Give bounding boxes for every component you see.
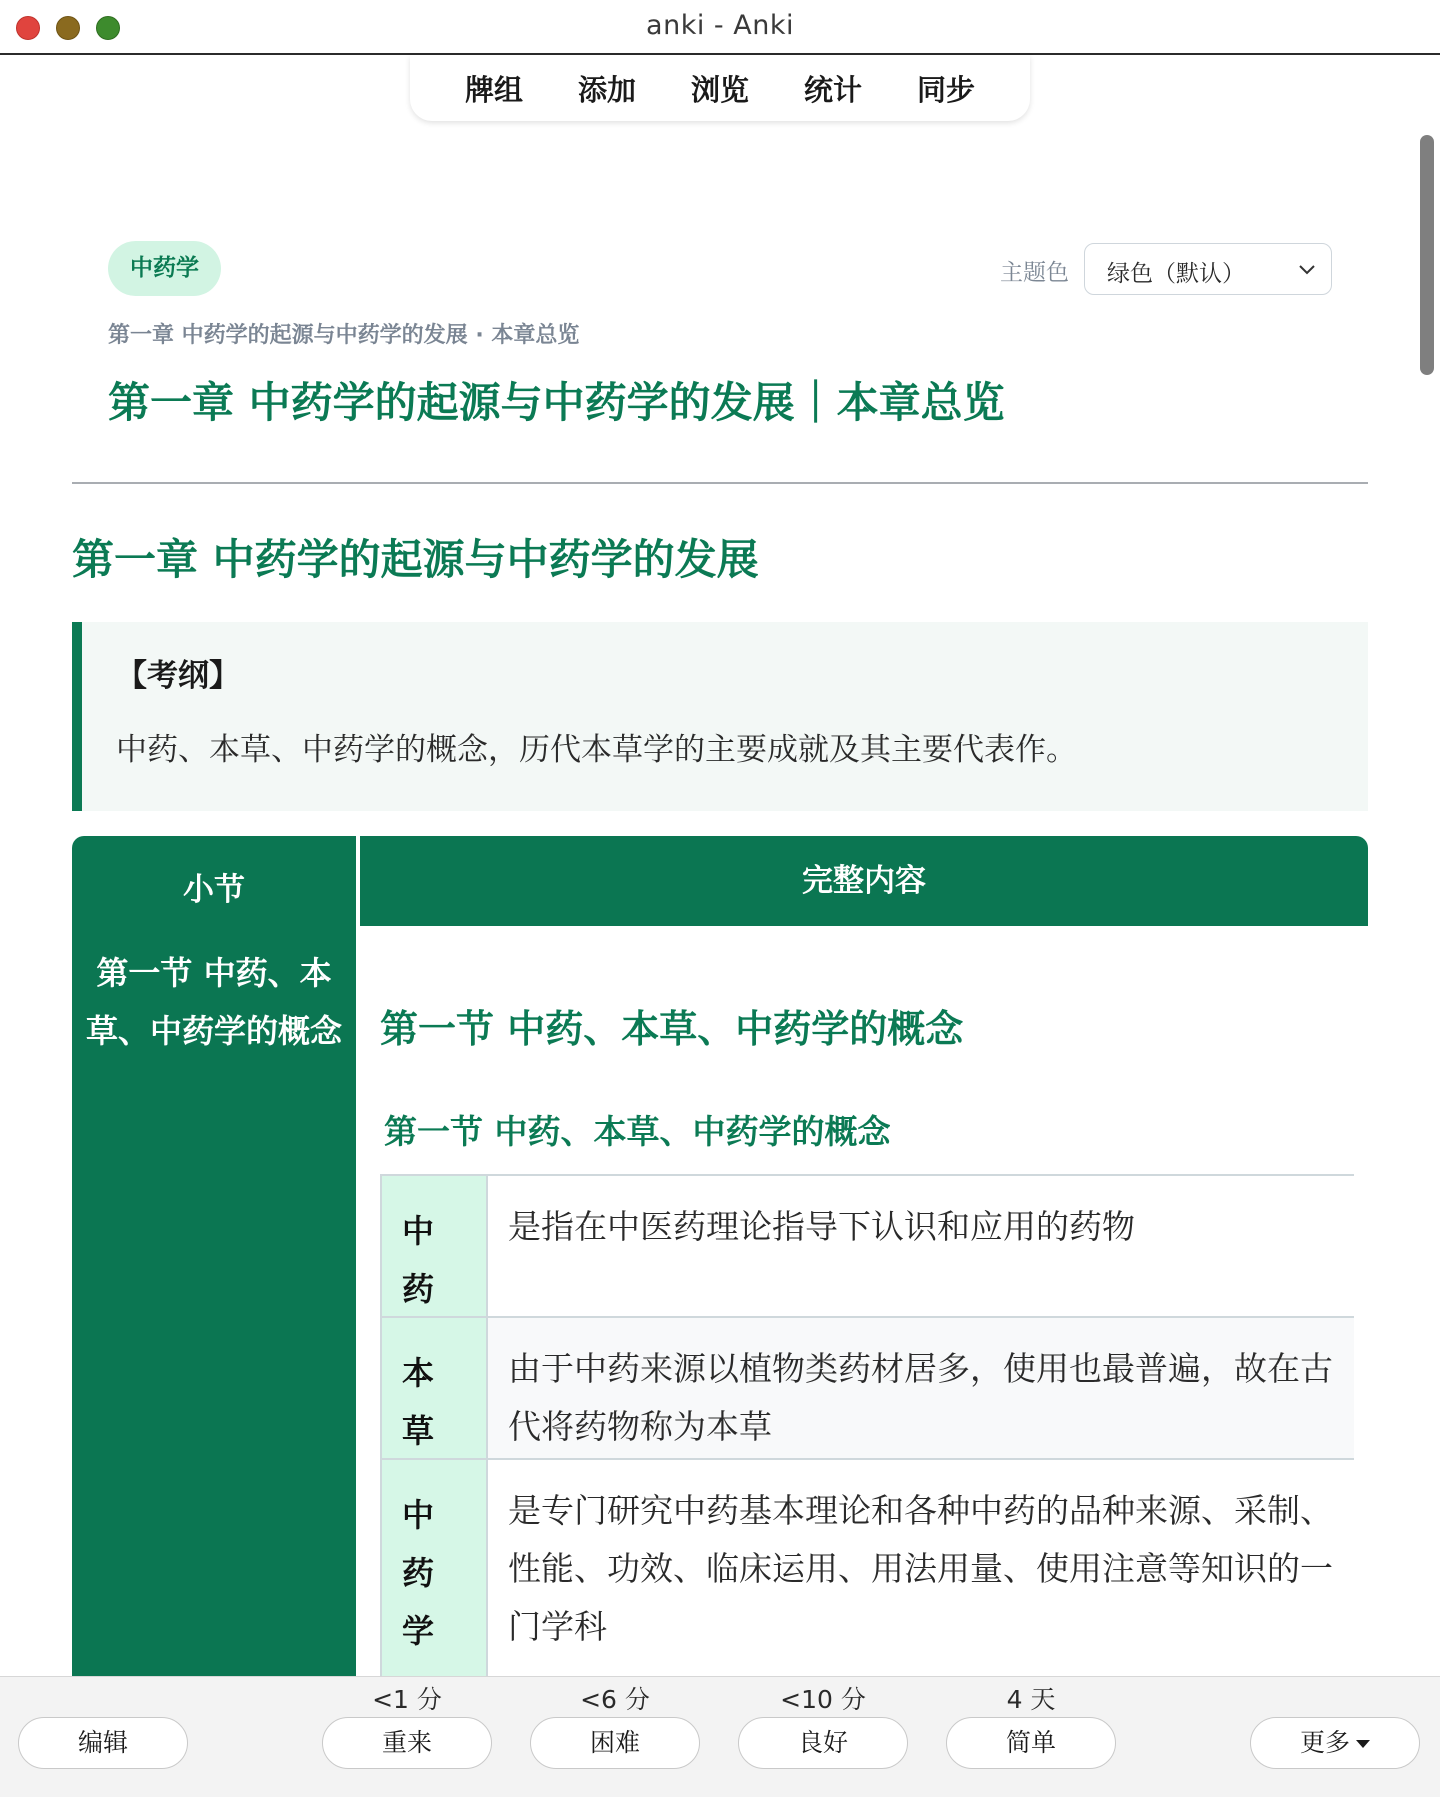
good-interval: <10 分 [780,1685,866,1714]
section-table [72,836,1368,1696]
definition-cell: 是指在中医药理论指导下认识和应用的药物 [508,1207,1135,1246]
definition-table [380,1174,1354,1682]
chevron-down-icon [1297,259,1317,279]
table-row [382,1318,1354,1460]
toolbar-stats[interactable]: 统计 [803,72,862,107]
divider [72,482,1368,484]
definition-cell: 是专门研究中药基本理论和各种中药的品种来源、采制、性能、功效、临床运用、用法用量、使用注意等知识的一门学科 [508,1491,1333,1646]
breadcrumb: 第一章 中药学的起源与中药学的发展 · 本章总览 [108,323,580,348]
term-cell [382,1176,488,1316]
definition-cell: 由于中药来源以植物类药材居多，使用也最普遍，故在古代将药物称为本草 [508,1349,1333,1446]
content-column-header: 完整内容 [360,836,1368,926]
content-subheading: 第一节 中药、本草、中药学的概念 [384,1112,891,1151]
term-label: 本草 [402,1354,435,1450]
toolbar-browse[interactable]: 浏览 [690,72,749,107]
syllabus-heading: 【考纲】 [116,658,240,694]
syllabus-box [72,622,1368,811]
more-button[interactable] [1250,1717,1420,1769]
table-row [382,1176,1354,1318]
good-button[interactable]: 良好 [738,1717,908,1769]
theme-color-label: 主题色 [1000,260,1069,286]
easy-button[interactable]: 简单 [946,1717,1116,1769]
again-interval: <1 分 [372,1685,442,1714]
page-title: 第一章 中药学的起源与中药学的发展｜本章总览 [108,378,1005,427]
syllabus-body: 中药、本草、中药学的概念，历代本草学的主要成就及其主要代表作。 [116,732,1077,768]
again-button[interactable]: 重来 [322,1717,492,1769]
content-column [360,926,1368,1696]
window-title: anki - Anki [646,10,794,41]
more-label: 更多 [1299,1728,1350,1757]
subject-tag: 中药学 [108,241,221,296]
window-titlebar [0,0,1440,55]
easy-interval: 4 天 [1006,1685,1056,1714]
table-row [382,1460,1354,1682]
edit-button[interactable]: 编辑 [18,1717,188,1769]
theme-color-value: 绿色（默认） [1107,261,1245,287]
caret-down-icon [1356,1740,1370,1748]
toolbar-decks[interactable]: 牌组 [464,72,523,107]
toolbar-add[interactable]: 添加 [577,72,636,107]
hard-button[interactable]: 困难 [530,1717,700,1769]
toolbar-sync[interactable]: 同步 [916,72,975,107]
vertical-scrollbar[interactable] [1420,135,1434,375]
term-label: 中药学 [402,1496,435,1650]
term-label: 中药 [402,1212,435,1308]
section-column [72,836,356,1696]
term-cell [382,1318,488,1458]
term-cell [382,1460,488,1680]
section-name: 第一节 中药、本草、中药学的概念 [86,954,343,1050]
main-toolbar [410,55,1030,121]
content-heading: 第一节 中药、本草、中药学的概念 [380,1007,964,1051]
answer-bar [0,1676,1440,1797]
hard-interval: <6 分 [580,1685,650,1714]
chapter-title: 第一章 中药学的起源与中药学的发展 [72,535,759,584]
section-column-header: 小节 [183,872,245,908]
theme-color-select[interactable] [1084,243,1332,295]
